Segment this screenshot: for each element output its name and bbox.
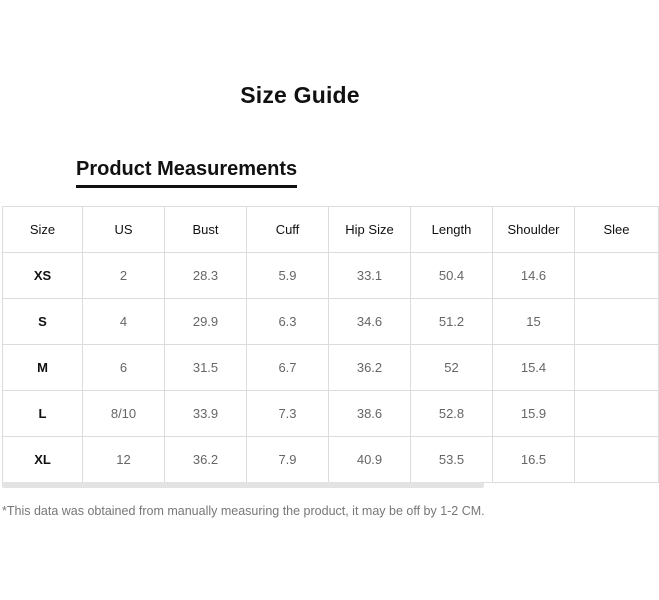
table-cell [575, 299, 659, 345]
table-cell: 8/10 [83, 391, 165, 437]
header-bust: Bust [165, 207, 247, 253]
measurements-table [2, 206, 659, 483]
table-cell: 33.1 [329, 253, 411, 299]
table-cell [575, 345, 659, 391]
table-cell: 33.9 [165, 391, 247, 437]
table-cell: 5.9 [247, 253, 329, 299]
header-cuff: Cuff [247, 207, 329, 253]
header-sleeve: Slee [575, 207, 659, 253]
header-shoulder: Shoulder [493, 207, 575, 253]
table-cell: 51.2 [411, 299, 493, 345]
table-row [3, 299, 659, 345]
table-cell: 15.9 [493, 391, 575, 437]
size-cell: L [3, 391, 83, 437]
table-cell: 52.8 [411, 391, 493, 437]
size-cell: XS [3, 253, 83, 299]
header-size: Size [3, 207, 83, 253]
header-length: Length [411, 207, 493, 253]
table-cell: 12 [83, 437, 165, 483]
table-cell: 34.6 [329, 299, 411, 345]
table-cell: 36.2 [165, 437, 247, 483]
table-row [3, 253, 659, 299]
measurements-table-container[interactable] [2, 206, 630, 482]
table-cell: 14.6 [493, 253, 575, 299]
table-cell: 29.9 [165, 299, 247, 345]
header-us: US [83, 207, 165, 253]
table-cell: 40.9 [329, 437, 411, 483]
header-hip-size: Hip Size [329, 207, 411, 253]
table-header-row [3, 207, 659, 253]
table-cell: 16.5 [493, 437, 575, 483]
table-cell: 6.3 [247, 299, 329, 345]
table-row [3, 345, 659, 391]
table-cell: 50.4 [411, 253, 493, 299]
table-cell: 6 [83, 345, 165, 391]
table-cell: 15 [493, 299, 575, 345]
size-cell: XL [3, 437, 83, 483]
size-cell: S [3, 299, 83, 345]
horizontal-scrollbar[interactable] [2, 482, 484, 488]
page-title: Size Guide [240, 82, 360, 108]
table-cell: 4 [83, 299, 165, 345]
table-cell: 7.9 [247, 437, 329, 483]
table-cell: 2 [83, 253, 165, 299]
table-cell: 15.4 [493, 345, 575, 391]
table-cell [575, 437, 659, 483]
table-cell: 7.3 [247, 391, 329, 437]
table-cell [575, 253, 659, 299]
table-row [3, 391, 659, 437]
size-cell: M [3, 345, 83, 391]
table-cell [575, 391, 659, 437]
table-cell: 28.3 [165, 253, 247, 299]
table-cell: 36.2 [329, 345, 411, 391]
table-cell: 31.5 [165, 345, 247, 391]
table-cell: 6.7 [247, 345, 329, 391]
table-cell: 52 [411, 345, 493, 391]
disclaimer-note: *This data was obtained from manually measuring the product, it may be off by 1-2 CM. [2, 504, 485, 518]
table-cell: 53.5 [411, 437, 493, 483]
section-heading: Product Measurements [76, 158, 297, 188]
table-row [3, 437, 659, 483]
table-cell: 38.6 [329, 391, 411, 437]
